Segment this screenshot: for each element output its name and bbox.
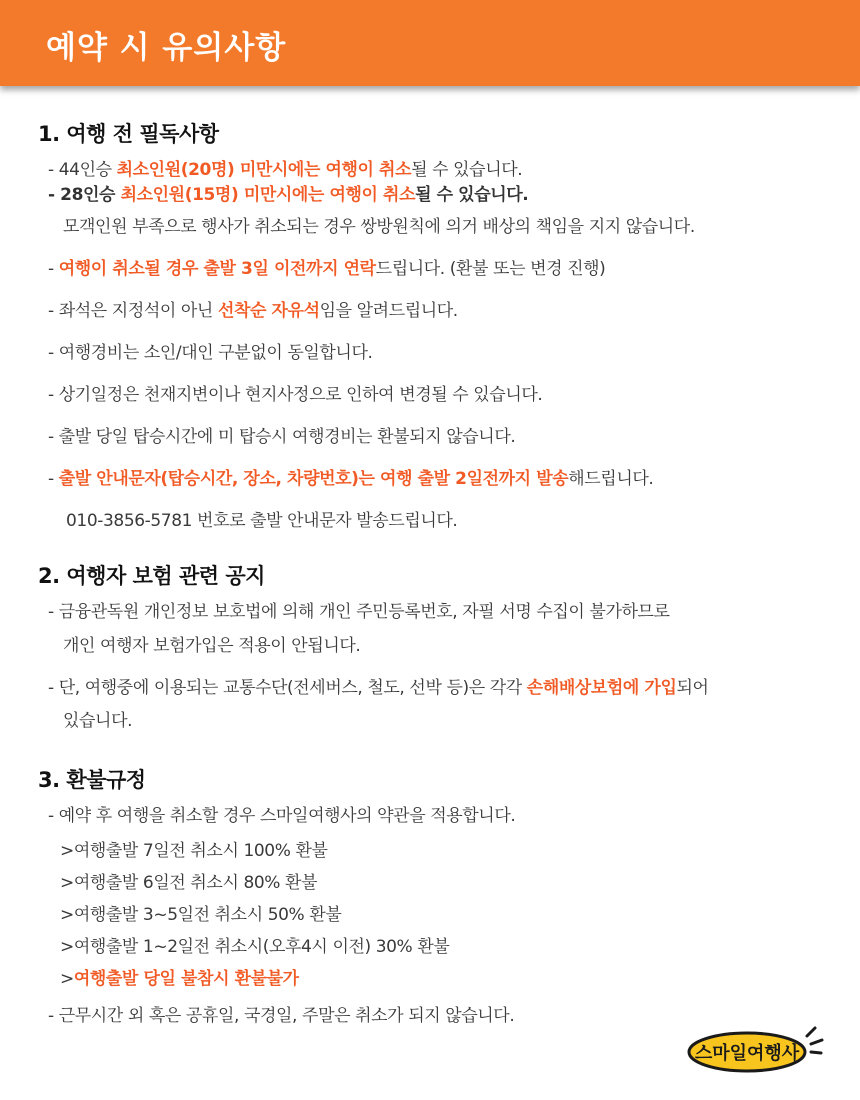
highlight-text: 최소인원(15명) 미만시에는 여행이 취소 bbox=[120, 185, 416, 205]
highlight-text: 여행이 취소될 경우 출발 3일 이전까지 연락 bbox=[58, 259, 376, 279]
line-text: - 44인승 bbox=[48, 160, 117, 180]
highlight-text: 출발 안내문자(탑승시간, 장소, 차량번호)는 여행 출발 2일전까지 발송 bbox=[58, 469, 569, 489]
insurance-line-1: - 금융관독원 개인정보 보호법에 의해 개인 주민등록번호, 자필 서명 수집이 불가하므로 bbox=[48, 602, 670, 622]
refund-item: >여행출발 6일전 취소시 80% 환불 bbox=[60, 873, 318, 893]
page-header bbox=[0, 0, 860, 86]
company-logo bbox=[685, 1022, 825, 1080]
insurance-line-2b: 있습니다. bbox=[63, 711, 133, 731]
notice-line-no-liability: 모객인원 부족으로 행사가 취소되는 경우 쌍방원칙에 의거 배상의 책임을 지지 않습니다. bbox=[63, 217, 695, 237]
highlight-text: 여행출발 당일 불참시 환불불가 bbox=[73, 969, 299, 989]
refund-item: >여행출발 7일전 취소시 100% 환불 bbox=[60, 841, 328, 861]
logo-graphic bbox=[685, 1022, 825, 1076]
line-text: 될 수 있습니다. bbox=[415, 185, 529, 205]
refund-intro: - 예약 후 여행을 취소할 경우 스마일여행사의 약관을 적용합니다. bbox=[48, 806, 516, 826]
line-text: - bbox=[48, 469, 59, 489]
refund-list bbox=[38, 839, 828, 960]
section-1-title: 1. 여행 전 필독사항 bbox=[38, 122, 219, 146]
insurance-line-2 bbox=[38, 676, 828, 701]
insurance-line-1b: 개인 여행자 보험가입은 적용이 안됩니다. bbox=[63, 636, 361, 656]
refund-item: >여행출발 1~2일전 취소시(오후4시 이전) 30% 환불 bbox=[60, 937, 450, 957]
line-text: - 28인승 bbox=[48, 185, 121, 205]
refund-footer: - 근무시간 외 혹은 공휴일, 국경일, 주말은 취소가 되지 않습니다. bbox=[48, 1006, 515, 1026]
line-text: 임을 알려드립니다. bbox=[319, 301, 458, 321]
notice-line-cancel-contact bbox=[38, 257, 828, 282]
line-text: - 좌석은 지정석이 아닌 bbox=[48, 301, 218, 321]
notice-line-44-seater bbox=[38, 158, 828, 183]
line-text: 해드립니다. bbox=[568, 469, 654, 489]
notice-line-itinerary-change: - 상기일정은 천재지변이나 현지사정으로 인하여 변경될 수 있습니다. bbox=[48, 385, 543, 405]
refund-item: >여행출발 3~5일전 취소시 50% 환불 bbox=[60, 905, 342, 925]
refund-item-no-refund bbox=[38, 967, 828, 992]
line-text: > bbox=[60, 969, 74, 989]
notice-line-seating bbox=[38, 299, 828, 324]
section-2-title: 2. 여행자 보험 관련 공지 bbox=[38, 564, 265, 588]
page-title: 예약 시 유의사항 bbox=[46, 30, 287, 66]
logo-text: 스마일여행사 bbox=[694, 1043, 800, 1064]
line-text: 되어 bbox=[676, 678, 709, 698]
line-text: - bbox=[48, 259, 59, 279]
notice-line-28-seater bbox=[38, 183, 828, 208]
notice-line-fare: - 여행경비는 소인/대인 구분없이 동일합니다. bbox=[48, 343, 373, 363]
highlight-text: 최소인원(20명) 미만시에는 여행이 취소 bbox=[116, 160, 412, 180]
notice-line-departure-sms bbox=[38, 467, 828, 492]
line-text: 드립니다. (환불 또는 변경 진행) bbox=[375, 259, 606, 279]
line-text: - 단, 여행중에 이용되는 교통수단(전세버스, 철도, 선박 등)은 각각 bbox=[48, 678, 527, 698]
line-text: 될 수 있습니다. bbox=[411, 160, 523, 180]
section-3-title: 3. 환불규정 bbox=[38, 768, 146, 792]
notice-line-no-show: - 출발 당일 탑승시간에 미 탑승시 여행경비는 환불되지 않습니다. bbox=[48, 427, 516, 447]
highlight-text: 손해배상보험에 가입 bbox=[526, 678, 677, 698]
notice-line-phone: 010-3856-5781 번호로 출발 안내문자 발송드립니다. bbox=[66, 511, 458, 531]
notice-content bbox=[38, 118, 828, 1029]
highlight-text: 선착순 자유석 bbox=[217, 301, 320, 321]
